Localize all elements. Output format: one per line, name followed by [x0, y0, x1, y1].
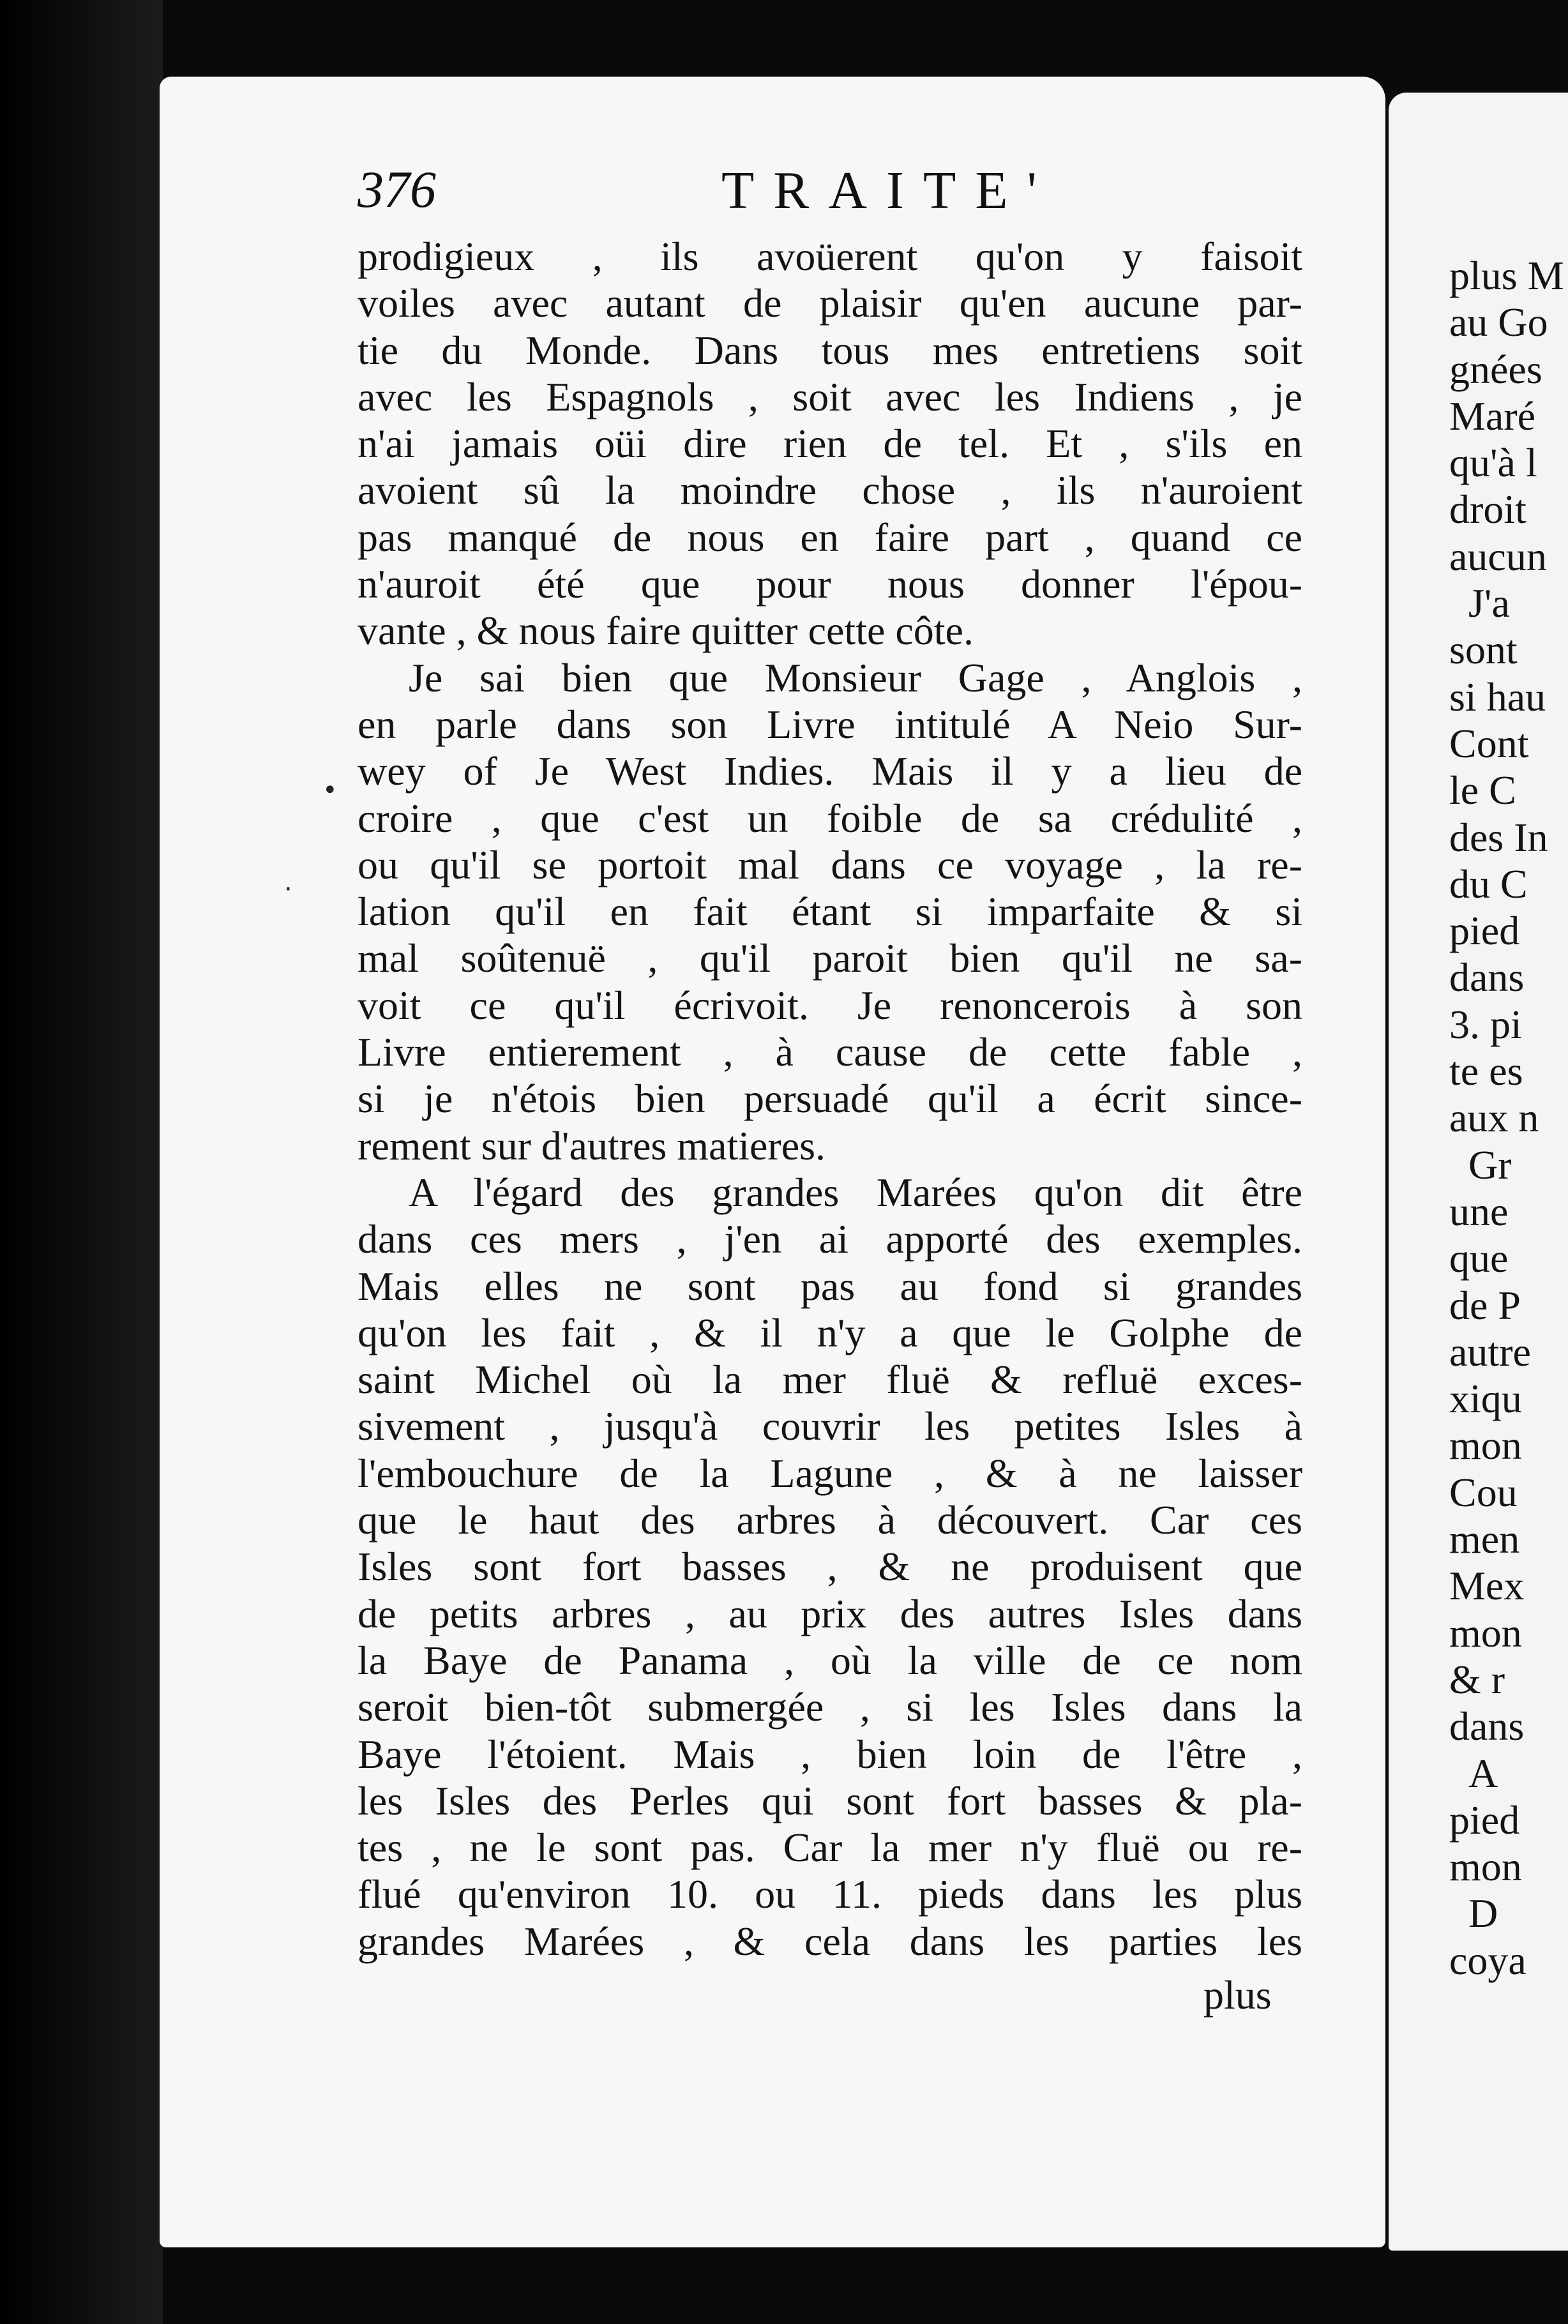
text-line: Baye l'étoient. Mais , bien loin de l'être , — [358, 1731, 1302, 1777]
facing-page-line: gnées — [1449, 346, 1542, 392]
text-line: seroit bien-tôt submergée , si les Isles dans la — [358, 1684, 1302, 1730]
facing-page-line: D — [1468, 1890, 1498, 1936]
facing-page-line: le C — [1449, 767, 1516, 813]
facing-page-line: aucun — [1449, 533, 1547, 579]
text-line: vante , & nous faire quitter cette côte. — [358, 608, 974, 654]
text-line: sivement , jusqu'à couvrir les petites Isles à — [358, 1403, 1302, 1449]
facing-page-line: A — [1468, 1750, 1498, 1796]
facing-page-line: te es — [1449, 1048, 1523, 1094]
text-line: dans ces mers , j'en ai apporté des exemples. — [358, 1216, 1302, 1262]
text-line: en parle dans son Livre intitulé A Neio Sur- — [358, 701, 1302, 747]
facing-page-line: mon — [1449, 1610, 1522, 1656]
catchword: plus — [1203, 1972, 1272, 2018]
text-line: avec les Espagnols , soit avec les Indiens , je — [358, 374, 1302, 419]
text-line: flué qu'environ 10. ou 11. pieds dans les plus — [358, 1871, 1302, 1917]
book-gutter — [0, 0, 163, 2324]
text-line: les Isles des Perles qui sont fort basses & pla- — [358, 1777, 1302, 1823]
text-line: tie du Monde. Dans tous mes entretiens soit — [358, 327, 1302, 373]
text-line: lation qu'il en fait étant si imparfaite & si — [358, 889, 1302, 935]
facing-page-line: que — [1449, 1235, 1509, 1281]
facing-page-line: men — [1449, 1516, 1520, 1562]
running-head: TRAITE' — [721, 161, 1056, 220]
facing-page-line: de P — [1449, 1282, 1521, 1328]
text-line: que le haut des arbres à découvert. Car ces — [358, 1497, 1302, 1543]
facing-page-line: Maré — [1449, 393, 1536, 439]
text-line: de petits arbres , au prix des autres Isles dans — [358, 1590, 1302, 1636]
facing-page-line: Cont — [1449, 720, 1529, 766]
facing-page-line: J'a — [1468, 580, 1510, 626]
text-line: si je n'étois bien persuadé qu'il a écrit since- — [358, 1076, 1302, 1122]
text-line: tes , ne le sont pas. Car la mer n'y fluë ou re- — [358, 1825, 1302, 1871]
facing-page-line: une — [1449, 1188, 1509, 1234]
text-line: Isles sont fort basses , & ne produisent que — [358, 1544, 1302, 1590]
text-line: A l'égard des grandes Marées qu'on dit être — [409, 1169, 1302, 1215]
facing-page-line: dans — [1449, 954, 1525, 1000]
text-line: avoient sû la moindre chose , ils n'auroient — [358, 467, 1302, 513]
facing-page-line: & r — [1449, 1656, 1505, 1702]
text-line: voiles avec autant de plaisir qu'en aucune par- — [358, 280, 1302, 326]
text-line: n'ai jamais oüi dire rien de tel. Et , s'ils en — [358, 421, 1302, 467]
text-line: voit ce qu'il écrivoit. Je renoncerois à son — [358, 982, 1302, 1028]
text-line: rement sur d'autres matieres. — [358, 1122, 826, 1168]
text-line: n'auroit été que pour nous donner l'épou- — [358, 561, 1302, 607]
facing-page-line: qu'à l — [1449, 440, 1537, 486]
text-line: pas manqué de nous en faire part , quand ce — [358, 514, 1302, 560]
facing-page-line: pied — [1449, 1797, 1520, 1843]
page-number: 376 — [358, 160, 436, 218]
facing-page-text — [1449, 252, 1568, 1984]
facing-page-line: autre — [1449, 1329, 1531, 1375]
facing-page-line: 3. pi — [1449, 1001, 1522, 1047]
text-line: grandes Marées , & cela dans les parties les — [358, 1918, 1302, 1964]
text-line: Je sai bien que Monsieur Gage , Anglois , — [409, 654, 1302, 700]
facing-page-line: pied — [1449, 908, 1520, 954]
facing-page-line: mon — [1449, 1844, 1522, 1890]
text-line: wey of Je West Indies. Mais il y a lieu de — [358, 748, 1302, 794]
facing-page-line: aux n — [1449, 1095, 1539, 1141]
text-line: Livre entierement , à cause de cette fable , — [358, 1029, 1302, 1075]
facing-page-line: droit — [1449, 487, 1527, 532]
facing-page-line: mon — [1449, 1422, 1522, 1468]
facing-page-line: coya — [1449, 1937, 1527, 1983]
facing-page-line: Mex — [1449, 1563, 1525, 1609]
text-line: qu'on les fait , & il n'y a que le Golphe de — [358, 1309, 1302, 1355]
facing-page-line: au Go — [1449, 299, 1548, 345]
text-line: l'embouchure de la Lagune , & à ne laisser — [358, 1450, 1302, 1496]
facing-page-line: Cou — [1449, 1469, 1518, 1515]
text-line: Mais elles ne sont pas au fond si grandes — [358, 1263, 1302, 1309]
facing-page-line: Gr — [1468, 1142, 1512, 1188]
text-line: prodigieux , ils avoüerent qu'on y faisoit — [358, 234, 1302, 279]
margin-mark: • — [322, 776, 338, 805]
page-header — [198, 160, 1309, 230]
facing-page-line: dans — [1449, 1703, 1525, 1749]
text-line: la Baye de Panama , où la ville de ce nom — [358, 1637, 1302, 1683]
facing-page-line: si hau — [1449, 674, 1546, 720]
facing-page-line: plus M — [1449, 253, 1564, 298]
text-line: croire , que c'est un foible de sa crédulité , — [358, 795, 1302, 841]
body-text — [358, 233, 1302, 1965]
text-line: mal soûtenuë , qu'il paroit bien qu'il ne sa- — [358, 935, 1302, 981]
facing-page-line: xiqu — [1449, 1376, 1522, 1422]
facing-page-line: du C — [1449, 861, 1528, 907]
facing-page-line: sont — [1449, 627, 1518, 673]
text-line: ou qu'il se portoit mal dans ce voyage , la re- — [358, 841, 1302, 887]
margin-mark: · — [284, 875, 292, 904]
text-line: saint Michel où la mer fluë & refluë exces- — [358, 1357, 1302, 1403]
facing-page-line: des In — [1449, 814, 1548, 860]
